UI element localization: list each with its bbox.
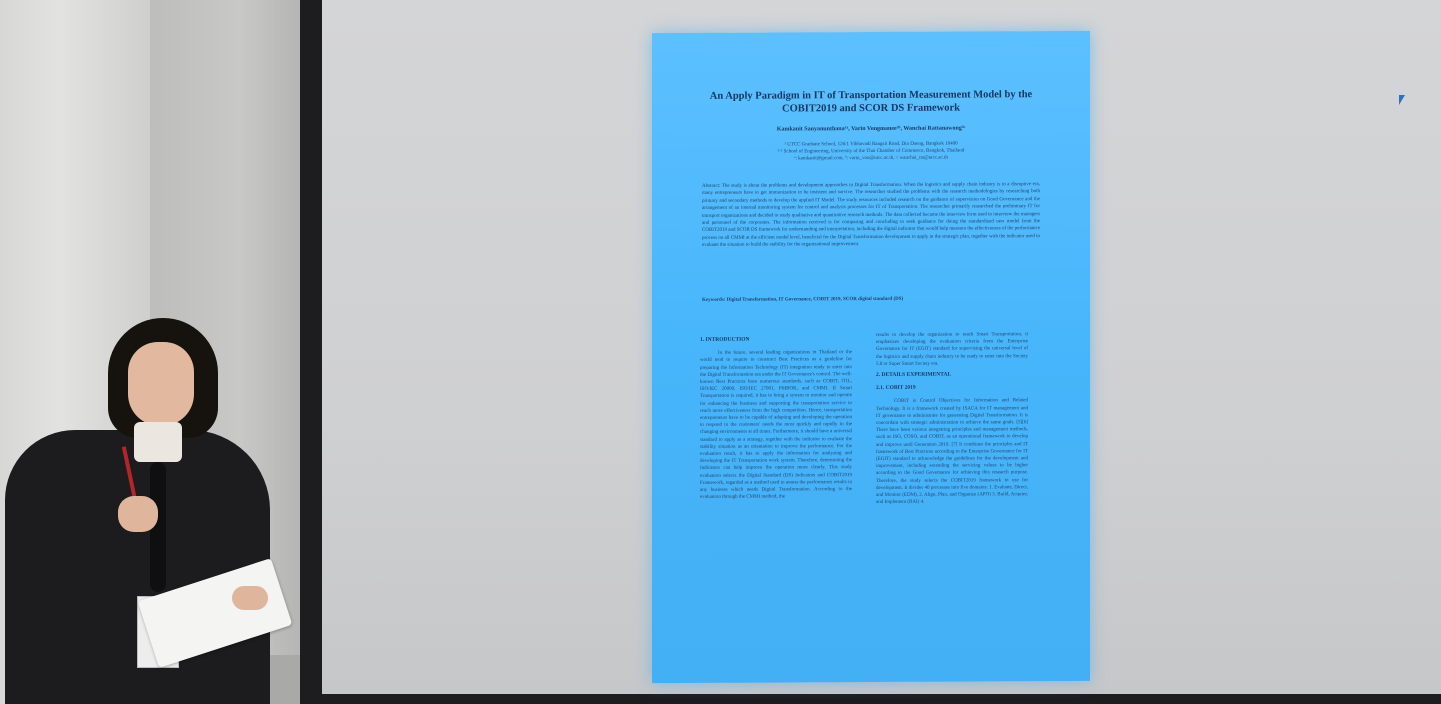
presenter-turtleneck xyxy=(134,422,182,462)
presenter-hand xyxy=(232,586,268,610)
section-heading: 2. DETAILS EXPERIMENTAL xyxy=(876,371,952,378)
presenter xyxy=(0,300,300,704)
affiliation-line: ¹ UTCC Graduate School, 126/1 Vibhavadi Rangsit Road, Din Daeng, Bangkok 10400 xyxy=(784,141,958,148)
affiliation-line: ²·³ School of Engineering, University of the Thai Chamber of Commerce, Bangkok, Thailand xyxy=(777,148,965,155)
affiliation-line: ᵃ: kamkanit@gmail.com, ᵇ: varin_von@utcc.ac.th, ᶜ: wanchai_rat@utcc.ac.th xyxy=(794,155,948,162)
section-body: COBIT is Control Objectives for Information and Related Technology. It is a framework created by ISACA for IT management and IT governance to administrate for generating Digital Transformation. It is concordant with strategic administration to achieve the same goals. [5][6] There have been various integrating principles and management methods, such as ISO, COSO, and COBIT, as an operational framework to develop and improve until Generation 2019. [7] It combines the principles and IT framework of Best Practices according to the Enterprise Governance for IT (EGIT) standard to acknowledge the guidelines for the development and improvement, including extending the servicing values to be higher according to the Good Governance for achieving this research purpose. Therefore, the study selects the COBIT2019 framework to use for development. It divides 40 processes into five domains: 1. Evaluate, Direct, and Monitor (EDM), 2. Align, Plan, and Organize (APO) 3. Build, Acquire, and Implement (BAI) 4. xyxy=(876,398,1028,506)
presenter-hand xyxy=(118,496,158,532)
paper-affiliations xyxy=(692,140,1050,163)
paper-abstract: Abstract: The study is about the problems and development approaches in Digital Transformation. When the logistics and supply chain industry is in a disruptive era, many entrepreneurs have to get immunization to be insistent and survive. The researcher studied the problems with the research methodologies by researching both primary and secondary methods to develop the applied IT Model. The study resources included research on the guidance of supervision on Good Governance and the arrangement of an internal monitoring system for control and analysis processes for IT of Transportation. The researcher primarily researched the preliminary IT for transport organizations and decided to study qualitative and quantitative research methods. The data collected became the interview form used to interview the managers and personnel of the corporates. The information received is for comparing and concluding to seek guidance for doing the standardized new model from the COBIT2019 and SCOR DS framework for understanding and interpretation, including the digital indicator that would help measure the effectiveness of the performance process on all CMMI at the efficient model level, beneficial for the Digital Transformation development to apply in the strategic plan, together with the indicator used to evaluate the situation to build the stability for the organizational improvement. xyxy=(702,182,1040,249)
paper-keywords: Keywords: Digital Transformation, IT Governance, COBIT 2019, SCOR digital standard (DS) xyxy=(702,296,904,303)
section-body: In the future, several leading organizations in Thailand or the world tend to require to construct Best Practices as a guideline for preparing the Information Technology (IT) integration ready to enter into the Digital Transformation era under the IT Governance's control. The well-known Best Practices have numerous standards, such as COBIT, ITIL, ISO/IEC 20000, ISO/IEC 27001, PMBOK, and CMMI. If Smart Transportation is required, it has to bring a system to monitor and operate for enhancing the business and supporting the transportation service to reach more effectiveness from the high competition. Hence, transportation entrepreneurs have to be capable of adapting and developing the operation to respond to the customers' needs the most quickly and rapidly in the changing environments at all times. Furthermore, it should have a universal standard to apply as a strategy, together with the indicator to evaluate the stability situation as an orientation to improve the performance. For the evaluation result, it has to apply the information for analyzing and developing the IT Transportation work system. Therefore, determining the Indicators can help improve the operation more clearly. This study evaluation selects the Digital Standard (DS) Indicators and COBIT2019 Framework, regarded as a method used to assess the performance results in any business which needs Digital Transformation. According to the evaluation through the CMMI method, the xyxy=(700,350,852,501)
mouse-pointer-icon xyxy=(1399,95,1405,105)
paper-title: An Apply Paradigm in IT of Transportation Measurement Model by the COBIT2019 and SCOR DS Framework xyxy=(709,89,1033,115)
subsection-heading: 2.1. COBIT 2019 xyxy=(876,384,916,392)
section-body: results to develop the organization to reach Smart Transportation, it emphasizes developing the evaluation criteria from the Enterprise Governance for IT (EGIT) standard for supervising the universal level of the logistics and supply chain industry to be ready to enter into the Society 5.0 or Super Smart Society era. xyxy=(876,332,1028,367)
projected-paper-slide xyxy=(652,31,1090,683)
presenter-face xyxy=(128,342,194,426)
paper-column-right xyxy=(876,331,1028,506)
section-heading: 1. INTRODUCTION xyxy=(700,336,750,343)
paper-authors: Kamkanit Sanyanunthana¹ᵃ, Varin Vongmanee²ᵇ, Wanchai Rattanawong³ᶜ xyxy=(776,125,966,133)
paper-column-left xyxy=(700,332,852,501)
